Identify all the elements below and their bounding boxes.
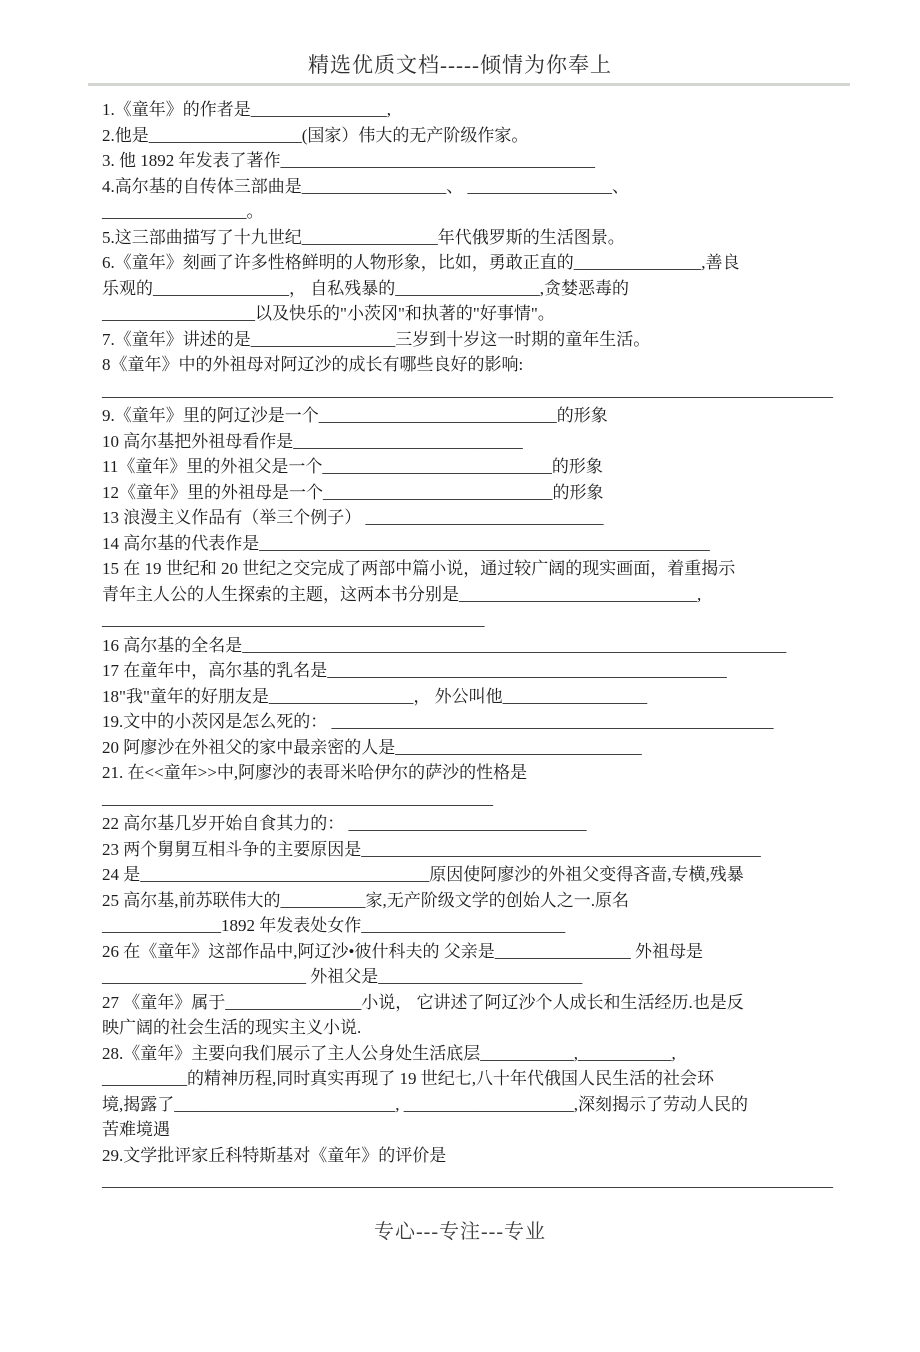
- document-line: 映广阔的社会生活的现实主义小说.: [102, 1018, 362, 1037]
- document-line: 27 《童年》属于________________小说， 它讲述了阿辽沙个人成长和生活经历.也是反: [102, 992, 744, 1012]
- document-line: 23 两个舅舅互相斗争的主要原因是_______________________________________________: [102, 839, 761, 859]
- document-line: 26 在《童年》这部作品中,阿辽沙•彼什科夫的 父亲是________________ 外祖母是: [102, 941, 703, 961]
- document-line: _________________。: [102, 202, 264, 221]
- document-line: 11《童年》里的外祖父是一个___________________________的形象: [102, 457, 603, 476]
- document-line: 9.《童年》里的阿辽沙是一个____________________________的形象: [102, 406, 608, 425]
- document-line: 24 是__________________________________原因使阿廖沙的外祖父变得吝啬,专横,残暴: [102, 865, 744, 884]
- header-divider: [88, 83, 850, 86]
- document-line: 7.《童年》讲述的是_________________三岁到十岁这一时期的童年生活。: [102, 329, 651, 349]
- document-line: 苦难境遇: [102, 1120, 170, 1139]
- document-body: [0, 97, 847, 1194]
- document-line: 17 在童年中，高尔基的乳名是_______________________________________________: [102, 661, 727, 680]
- document-line: 6.《童年》刻画了许多性格鲜明的人物形象，比如，勇敢正直的_______________,善良: [102, 253, 740, 272]
- document-line: 19.文中的小茨冈是怎么死的： ____________________________________________________: [102, 712, 774, 731]
- document-line: 8《童年》中的外祖母对阿辽沙的成长有哪些良好的影响:: [102, 355, 524, 374]
- document-line: ______________________________________________: [102, 788, 493, 808]
- document-line: 青年主人公的人生探索的主题，这两本书分别是____________________________,: [102, 584, 702, 604]
- document-line: ______________________________________________________________________________________: [102, 1171, 833, 1190]
- document-line: 乐观的________________， 自私残暴的_________________,贪婪恶毒的: [102, 278, 629, 298]
- page-header: 精选优质文档-----倾情为你奉上: [308, 53, 612, 77]
- document-line: __________________以及快乐的"小茨冈"和执著的"好事情"。: [102, 304, 555, 323]
- document-line: ______________1892 年发表处女作________________________: [102, 916, 566, 935]
- document-line: 5.这三部曲描写了十九世纪________________年代俄罗斯的生活图景。: [102, 227, 625, 247]
- document-line: 境,揭露了__________________________, ____________________,深刻揭示了劳动人民的: [102, 1094, 748, 1114]
- document-line: 14 高尔基的代表作是_____________________________________________________: [102, 533, 710, 553]
- document-line: __________的精神历程,同时真实再现了 19 世纪七,八十年代俄国人民生活的社会环: [102, 1069, 714, 1088]
- document-line: 20 阿廖沙在外祖父的家中最亲密的人是_____________________________: [102, 737, 642, 757]
- document-line: 18"我"童年的好朋友是_________________， 外公叫他_________________: [102, 686, 648, 706]
- document-line: 25 高尔基,前苏联伟大的__________家,无产阶级文学的创始人之一.原名: [102, 890, 629, 910]
- document-line: 3. 他 1892 年发表了著作_____________________________________: [102, 151, 595, 170]
- document-line: 12《童年》里的外祖母是一个___________________________的形象: [102, 482, 604, 502]
- document-line: 4.高尔基的自传体三部曲是_________________、 _________________、: [102, 176, 629, 196]
- document-line: 15 在 19 世纪和 20 世纪之交完成了两部中篇小说，通过较广阔的现实画面，着重揭示: [102, 559, 736, 578]
- document-line: 21. 在<<童年>>中,阿廖沙的表哥米哈伊尔的萨沙的性格是: [102, 763, 528, 782]
- document-line: 28.《童年》主要向我们展示了主人公身处生活底层___________,___________,: [102, 1043, 676, 1063]
- document-page: [0, 50, 920, 1352]
- document-line: 16 高尔基的全名是________________________________________________________________: [102, 635, 787, 655]
- page-footer: 专心---专注---专业: [374, 1220, 546, 1243]
- document-line: 13 浪漫主义作品有（举三个例子） ____________________________: [102, 508, 604, 527]
- document-line: _____________________________________________: [102, 610, 485, 629]
- document-line: 29.文学批评家丘科特斯基对《童年》的评价是: [102, 1145, 447, 1165]
- document-line: 1.《童年》的作者是________________,: [102, 100, 391, 119]
- document-line: ______________________________________________________________________________________: [102, 380, 833, 400]
- document-line: 22 高尔基几岁开始自食其力的： ____________________________: [102, 814, 587, 833]
- document-line: 2.他是__________________(国家）伟大的无产阶级作家。: [102, 125, 529, 145]
- document-line: 10 高尔基把外祖母看作是___________________________: [102, 431, 523, 451]
- document-line: ________________________ 外祖父是________________________: [102, 967, 583, 986]
